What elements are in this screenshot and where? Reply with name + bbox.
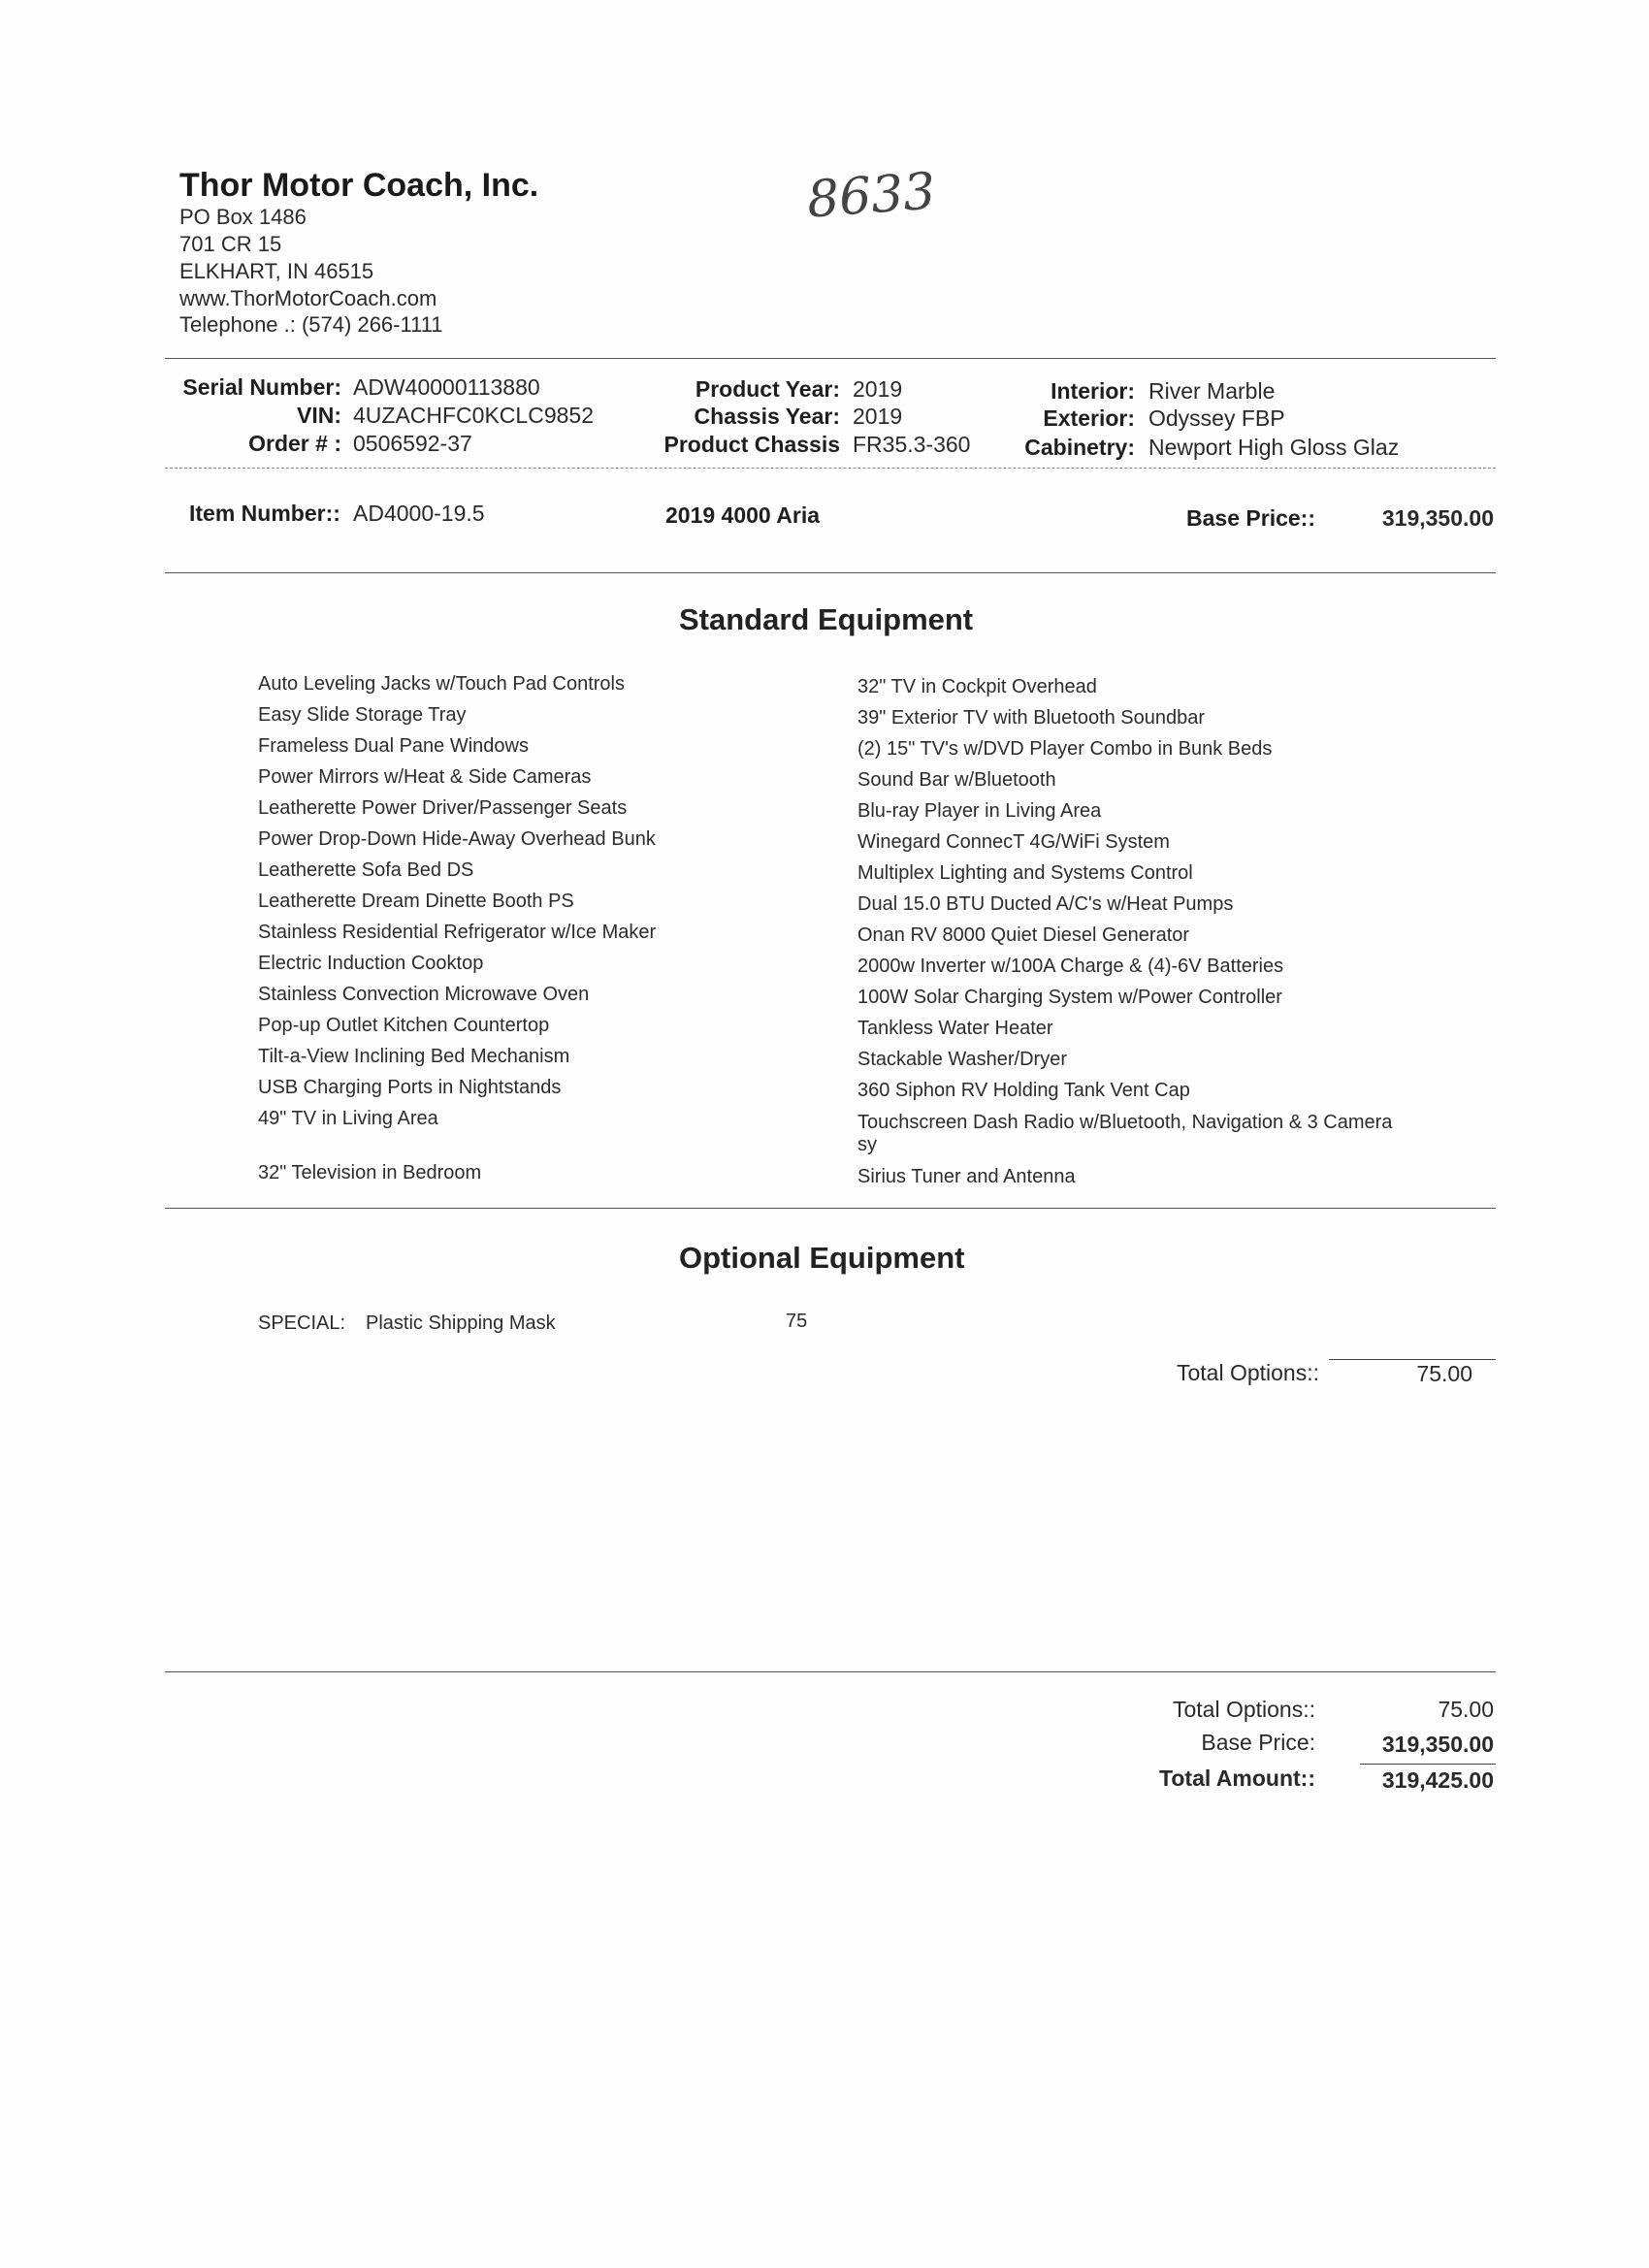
product-year-value: 2019 [853, 376, 903, 402]
optional-equipment-title: Optional Equipment [679, 1241, 965, 1275]
product-chassis-value: FR35.3-360 [853, 432, 971, 457]
product-chassis-label: Product Chassis [663, 432, 840, 457]
total-rule [1360, 1764, 1496, 1765]
handwritten-note: 8633 [805, 162, 938, 230]
equipment-item: Sound Bar w/Bluetooth [857, 769, 1056, 791]
divider [165, 572, 1496, 573]
product-year-label: Product Year: [695, 376, 840, 402]
equipment-item: Multiplex Lighting and Systems Control [857, 862, 1193, 884]
website: www.ThorMotorCoach.com [179, 286, 437, 310]
option-price: 75 [786, 1311, 808, 1332]
divider [165, 1208, 1496, 1209]
equipment-item: 49" TV in Living Area [258, 1108, 438, 1129]
equipment-item: (2) 15" TV's w/DVD Player Combo in Bunk Beds [857, 738, 1273, 760]
equipment-item: Winegard ConnecT 4G/WiFi System [857, 831, 1170, 853]
base-price-value: 319,350.00 [1381, 505, 1494, 531]
item-number-label: Item Number:: [189, 501, 340, 526]
summary-base-price-value: 319,350.00 [1381, 1732, 1494, 1757]
summary-total-options-label: Total Options:: [1172, 1697, 1315, 1722]
equipment-item: Leatherette Power Driver/Passenger Seats [258, 797, 628, 819]
equipment-item: Stainless Convection Microwave Oven [258, 984, 590, 1005]
equipment-item: Sirius Tuner and Antenna [857, 1166, 1076, 1187]
equipment-item: USB Charging Ports in Nightstands [258, 1077, 562, 1098]
vin-label: VIN: [297, 403, 341, 428]
address-line: PO Box 1486 [179, 205, 307, 229]
equipment-item: 32" Television in Bedroom [258, 1162, 482, 1183]
equipment-item: Stainless Residential Refrigerator w/Ice Maker [258, 922, 657, 943]
interior-value: River Marble [1148, 378, 1276, 404]
serial-value: ADW40000113880 [353, 374, 540, 400]
divider [165, 468, 1496, 469]
chassis-year-label: Chassis Year: [694, 404, 840, 429]
vin-value: 4UZACHFC0KCLC9852 [353, 403, 594, 428]
equipment-item: Tankless Water Heater [857, 1018, 1053, 1039]
cabinetry-label: Cabinetry: [1024, 435, 1135, 460]
equipment-item: Frameless Dual Pane Windows [258, 735, 529, 757]
exterior-value: Odyssey FBP [1148, 405, 1285, 431]
equipment-item: Leatherette Dream Dinette Booth PS [258, 891, 574, 912]
summary-total-options-value: 75.00 [1438, 1697, 1494, 1722]
address-line: ELKHART, IN 46515 [179, 259, 374, 283]
summary-total-amount-value: 319,425.00 [1381, 1767, 1494, 1793]
model-name: 2019 4000 Aria [665, 502, 821, 528]
equipment-item: 2000w Inverter w/100A Charge & (4)-6V Batteries [857, 956, 1284, 977]
total-rule [1329, 1359, 1496, 1360]
cabinetry-value: Newport High Gloss Glaz [1148, 435, 1400, 460]
summary-base-price-label: Base Price: [1201, 1730, 1315, 1755]
equipment-item: Touchscreen Dash Radio w/Bluetooth, Navigation & 3 Camera sy [857, 1112, 1393, 1155]
total-options-value: 75.00 [1416, 1361, 1472, 1386]
total-options-label: Total Options:: [1176, 1360, 1319, 1385]
exterior-label: Exterior: [1043, 405, 1135, 431]
address-line: 701 CR 15 [179, 232, 282, 256]
equipment-item: Blu-ray Player in Living Area [857, 800, 1102, 822]
interior-label: Interior: [1051, 378, 1135, 404]
order-value: 0506592-37 [353, 431, 472, 456]
equipment-item: Auto Leveling Jacks w/Touch Pad Controls [258, 673, 625, 695]
equipment-item: Easy Slide Storage Tray [258, 704, 467, 726]
chassis-year-value: 2019 [853, 404, 903, 429]
equipment-item: Onan RV 8000 Quiet Diesel Generator [857, 924, 1190, 946]
equipment-item: Power Mirrors w/Heat & Side Cameras [258, 766, 592, 788]
equipment-item: Leatherette Sofa Bed DS [258, 859, 474, 881]
option-description: Plastic Shipping Mask [366, 1312, 556, 1334]
equipment-item: 360 Siphon RV Holding Tank Vent Cap [857, 1080, 1190, 1101]
summary-total-amount-label: Total Amount:: [1159, 1766, 1315, 1791]
divider [165, 358, 1496, 359]
base-price-label: Base Price:: [1186, 505, 1315, 531]
equipment-item: Tilt-a-View Inclining Bed Mechanism [258, 1046, 570, 1067]
item-number-value: AD4000-19.5 [353, 501, 485, 526]
option-code: SPECIAL: [258, 1312, 346, 1334]
telephone: Telephone .: (574) 266-1111 [179, 312, 443, 337]
serial-label: Serial Number: [182, 374, 341, 400]
equipment-item: 100W Solar Charging System w/Power Controller [857, 987, 1282, 1008]
company-name: Thor Motor Coach, Inc. [179, 167, 539, 204]
divider [165, 1671, 1496, 1672]
equipment-item: 39" Exterior TV with Bluetooth Soundbar [857, 707, 1206, 729]
standard-equipment-title: Standard Equipment [679, 602, 974, 636]
equipment-item: Power Drop-Down Hide-Away Overhead Bunk [258, 828, 656, 850]
equipment-item: Stackable Washer/Dryer [857, 1049, 1067, 1070]
equipment-item: Electric Induction Cooktop [258, 953, 484, 974]
equipment-item: 32" TV in Cockpit Overhead [857, 676, 1097, 697]
order-label: Order # : [248, 431, 341, 456]
equipment-item: Dual 15.0 BTU Ducted A/C's w/Heat Pumps [857, 893, 1234, 915]
equipment-item: Pop-up Outlet Kitchen Countertop [258, 1015, 550, 1036]
